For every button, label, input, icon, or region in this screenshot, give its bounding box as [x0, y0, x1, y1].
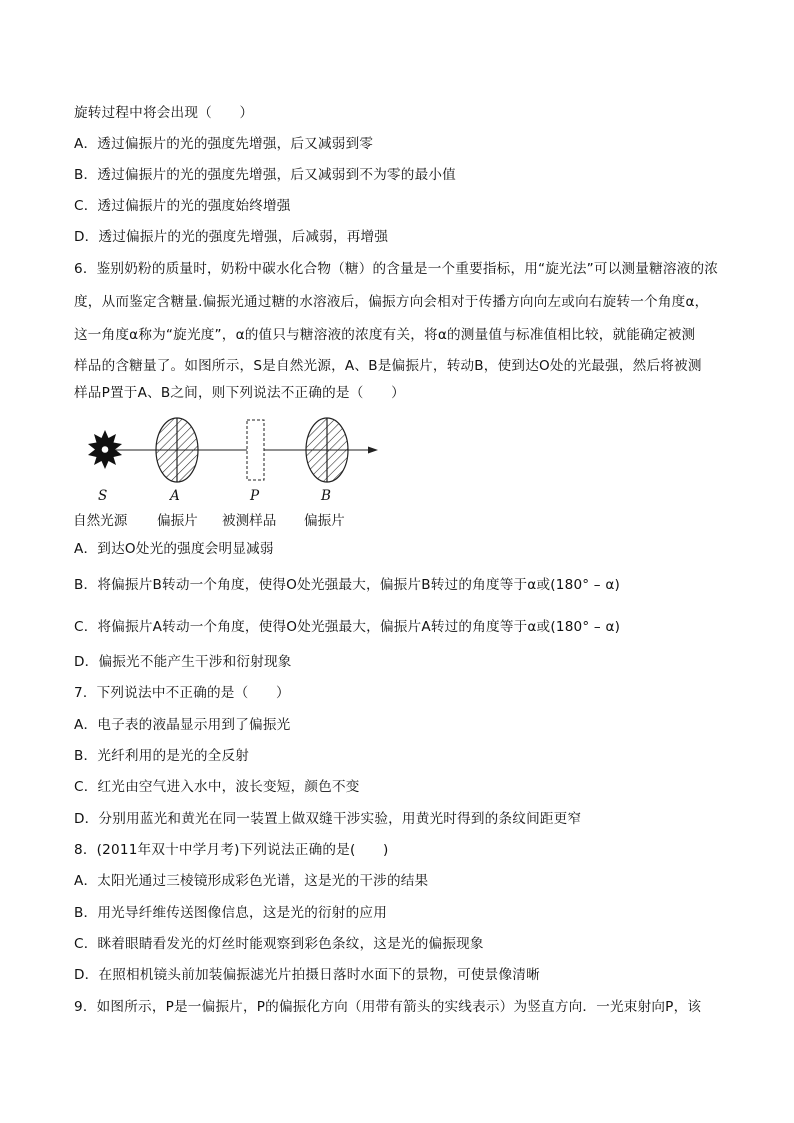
label-s: S: [98, 488, 108, 504]
q6-option-c: C．将偏振片A转动一个角度，使得O处光强最大，偏振片A转过的角度等于α或(180° – α): [74, 619, 621, 635]
q6-stem-line-3: 这一角度α称为“旋光度”，α的值只与糖溶液的浓度有关，将α的测量值与标准值相比较，就能确定被测: [74, 327, 696, 343]
caption-polarizer-b: 偏振片: [304, 513, 345, 529]
q8-stem: 8．(2011年双十中学月考)下列说法正确的是( ): [74, 842, 389, 858]
q6-option-b: B．将偏振片B转动一个角度，使得O处光强最大，偏振片B转过的角度等于α或(180° – α): [74, 577, 620, 593]
q7-option-c: C．红光由空气进入水中，波长变短，颜色不变: [74, 779, 360, 795]
q7-option-a: A．电子表的液晶显示用到了偏振光: [74, 717, 291, 733]
q5-option-d: D．透过偏振片的光的强度先增强，后减弱，再增强: [74, 229, 389, 245]
q7-option-b: B．光纤利用的是光的全反射: [74, 748, 250, 764]
q7-stem: 7．下列说法中不正确的是（ ）: [74, 685, 290, 701]
q5-option-a: A．透过偏振片的光的强度先增强，后又减弱到零: [74, 136, 374, 152]
q8-option-a: A．太阳光通过三棱镜形成彩色光谱，这是光的干涉的结果: [74, 873, 429, 889]
q8-option-b: B．用光导纤维传送图像信息，这是光的衍射的应用: [74, 905, 387, 921]
sample-p-box: [247, 420, 264, 480]
polarizer-b-icon: [306, 418, 348, 482]
q6-option-d: D．偏振光不能产生干涉和衍射现象: [74, 654, 292, 670]
q9-stem-line-1: 9．如图所示，P是一偏振片，P的偏振化方向（用带有箭头的实线表示）为竖直方向．一光束射向P，该: [74, 999, 702, 1015]
q5-option-c: C．透过偏振片的光的强度始终增强: [74, 198, 291, 214]
q7-option-d: D．分别用蓝光和黄光在同一装置上做双缝干涉实验，用黄光时得到的条纹间距更窄: [74, 811, 582, 827]
q6-stem-line-1: 6．鉴别奶粉的质量时，奶粉中碳水化合物（糖）的含量是一个重要指标，用“旋光法”可以测量糖溶液的浓: [74, 261, 719, 277]
q6-stem-line-2: 度，从而鉴定含糖量.偏振光通过糖的水溶液后，偏振方向会相对于传播方向向左或向右旋转一个角度α，: [74, 294, 709, 310]
caption-light-source: 自然光源: [73, 513, 128, 529]
caption-sample: 被测样品: [222, 513, 277, 529]
q6-stem-line-5: 样品P置于A、B之间，则下列说法不正确的是（ ）: [74, 385, 405, 401]
polarizer-a-icon: [156, 418, 198, 482]
q5-option-b: B．透过偏振片的光的强度先增强，后又减弱到不为零的最小值: [74, 167, 456, 183]
q8-option-d: D．在照相机镜头前加装偏振滤光片拍摄日落时水面下的景物，可使景像清晰: [74, 967, 540, 983]
arrow-head-icon: [368, 447, 378, 454]
label-a: A: [170, 488, 180, 504]
label-p: P: [250, 488, 260, 504]
q8-option-c: C．眯着眼睛看发光的灯丝时能观察到彩色条纹，这是光的偏振现象: [74, 936, 484, 952]
caption-polarizer-a: 偏振片: [157, 513, 198, 529]
q6-option-a: A．到达O处光的强度会明显减弱: [74, 541, 274, 557]
q6-stem-line-4: 样品的含糖量了。如图所示，S是自然光源，A、B是偏振片，转动B，使到达O处的光最强，然后将被测: [74, 358, 702, 374]
polarizer-diagram: [70, 412, 400, 532]
q5-stem-tail: 旋转过程中将会出现（ ）: [74, 105, 254, 121]
label-b: B: [321, 488, 331, 504]
